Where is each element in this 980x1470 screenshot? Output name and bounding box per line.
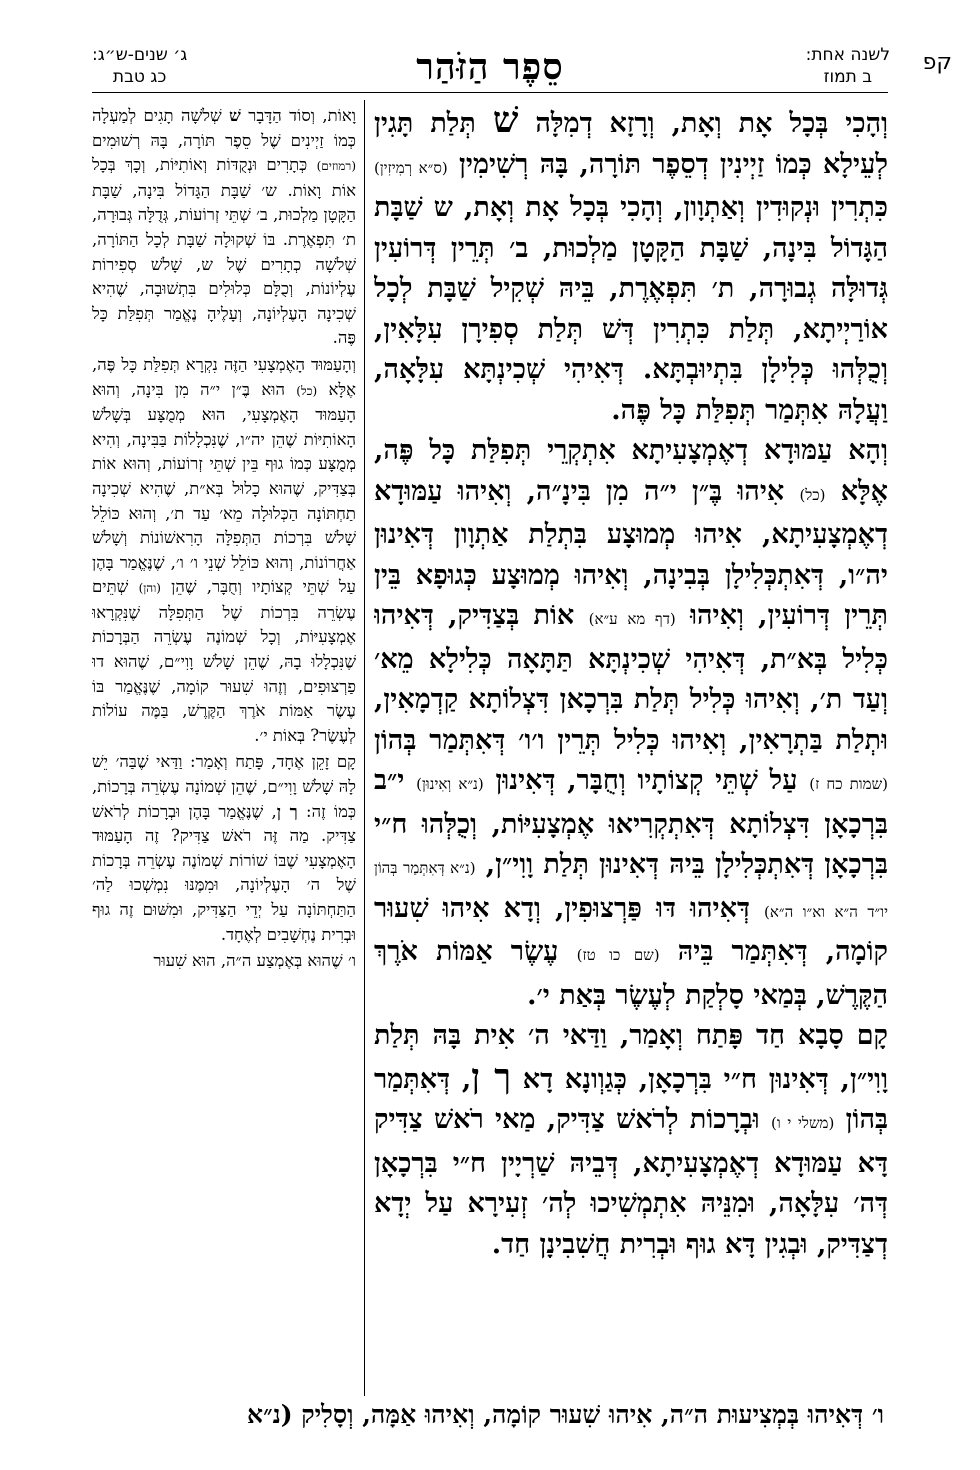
main-p3-citation-1: (משלי י ו)	[770, 1114, 835, 1132]
header-right-top: לשנה אחת:	[805, 45, 890, 65]
commentary-column	[92, 104, 356, 1394]
side-paragraph-4	[92, 949, 356, 974]
side-p1-text-c: כְּתָרִים וּנְקֻדּוֹת וְאוֹתִיּוֹת, וְכָךְ בְּכָל אוֹת וָאוֹת. ש׳ שַׁבָּת הַגָּדוֹל בִּינָה, שַׁבָּת הַקָּטָן מַלְכוּת, ב׳ שְׁתֵּי זְרוֹעוֹת, גְּדֻלָּה גְּבוּרָה, ת׳ תִּפְאֶרֶת. בּוֹ שְׁקוּלָה שַׁבָּת לְכָל הַתּוֹרָה, שְׁלֹשָׁה כְתָרִים שֶׁל ש, שָׁלֹשׁ סְפִירוֹת עֶלְיוֹנוֹת, וְכֻלָּם כְּלוּלִים בִּתְשׁוּבָה, שֶׁהִיא שְׁכִינָה הָעֶלְיוֹנָה, וְעָלֶיהָ נֶאֱמַר תְּפִלַּת כָּל פֶּה.	[92, 155, 356, 348]
main-p2-text-c: אוֹת בְּצַדִּיק, דְּאִיהוּ כְּלִיל בְּא״ת, דְּאִיהִי שְׁכִינְתָּא תַּתָּאָה כְּלִילָא מֵא׳ וְעַד ת׳, וְאִיהוּ כְּלִיל תְּלַת בִּרְכָאן דִּצְלוֹתָא קַדְמָאִין, וּתְלַת בַּתְרָאִין, וְאִיהוּ כְּלִיל תְּרֵין ו׳ו׳ דְּאִתְּמַר בְּהוֹן	[374, 600, 888, 756]
side-p2-text-c: שְׁתֵּים עֶשְׂרֵה בִּרְכוֹת שֶׁל הַתְּפִלָּה שֶׁנִּקְרָאוּ אֶמְצָעִיּוֹת, וְכָל שְׁמוֹנֶה עֶשְׂרֵה הַבְּרָכוֹת שֶׁנִּכְלָלוּ בָהּ, שֶׁהֵן שָׁלֹשׁ וָוִי״ם, שֶׁהוּא דוּ פַרְצוּפִים, וְזֶהוּ שִׁעוּר קוֹמָה, שֶׁנֶּאֱמַר בּוֹ עֶשֶׂר אַמּוֹת אֹרֶךְ הַקֶּרֶשׁ, בַּמֶּה עוֹלוֹת לְעֶשֶׂר? בְּאוֹת י׳.	[92, 577, 356, 745]
main-p1-text-c: כִּתְרִין וּנְקוּדִין וְאַתְוָון, וְהָכִי בְּכָל אָת וְאָת, ש שַׁבָּת הַגָּדוֹל בִּינָה, שַׁבָּת הַקָּטָן מַלְכוּת, ב׳ תְּרֵין דְּרוֹעִין גְּדוּלָּה גְבוּרָה, ת׳ תִּפְאֶרֶת, בֵּיהּ שְׁקִיל שַׁבָּת לְכָל אוֹרַיְיתָא, תְּלַת כִּתְרִין דְּשׁ תְּלַת סְפִירָן עִלָּאִין, וְכֻלְּהוּ כְּלִילָן בִּתְיוּבְתָּא. דְּאִיהִי שְׁכִינְתָּא עִלָּאָה, וַעֲלָהּ אִתְּמַר תְּפִלַּת כָּל פֶּה.	[374, 192, 888, 426]
side-p4-text: ו׳ שֶׁהוּא בְּאֶמְצַע ה״ה, הוּא שִׁעוּר	[153, 951, 356, 971]
main-p2-citation-5: (נ״א דְּאִתְּמַר בְּהוֹן יו״ד ה״א וא״ו ה״א)	[374, 859, 888, 921]
header-right-bottom: ב תמוז	[823, 67, 873, 87]
main-p2-citation-4: (נ״א וְאִינוּן)	[416, 775, 484, 793]
header-left-info	[92, 44, 187, 88]
main-p1-text-a: וְהָכִי בְּכָל אָת וְאָת, וְרָזָא דְמִלָּה	[535, 108, 888, 139]
header-rule	[92, 92, 888, 93]
main-p2-text-g: עֶשֶׂר אַמּוֹת אֹרֶךְ הַקֶּרֶשׁ, בְּמַאי סָלְקַת לְעֶשֶׂר בְּאַת י׳.	[374, 936, 888, 1011]
main-text-column	[374, 100, 888, 1395]
side-p1-citation: (רמוזים)	[316, 159, 356, 174]
main-paragraph-3	[374, 1016, 888, 1265]
main-p2-text-e: י״ב בִּרְכָאָן דִּצְלוֹתָא דְּאִתְקְרִיאוּ אֶמְצָעִיּוֹת, וְכֻלְּהוּ ח״י בִּרְכָאָן דְּאִתְכְּלִילָן בֵּיהּ דְּאִינוּן תְּלַת וָוִי״ן,	[374, 765, 888, 880]
main-p1-citation: (ס״א רְמִיזִין)	[374, 158, 448, 177]
main-p2-citation-3: (שמות כח ז)	[809, 775, 888, 793]
main-p2-text-f: דְּאִיהוּ דּוּ פַּרְצוּפִין, וְדָא אִיהוּ שִׁעוּר קוֹמָה, דְּאִתְּמַר בֵּיהּ	[374, 892, 888, 967]
side-p3-text-a: קָם זָקֵן אֶחָד, פָּתַח וְאָמַר: וַדַּאי שֶׁבַּה׳ יֵשׁ לָהּ שָׁלֹשׁ וָוִי״ם, שֶׁהֵן שְׁמוֹנָה עֶשְׂרֵה בְּרָכוֹת, כְּמוֹ זֶה:	[92, 752, 356, 821]
main-p2-citation-1: (כל)	[799, 485, 826, 504]
column-divider	[364, 100, 365, 1396]
side-p2-citation-1: (כל)	[296, 383, 318, 398]
header-left-bottom: כג טבת	[112, 67, 167, 87]
main-paragraph-2	[374, 431, 888, 1016]
main-p1-text-b: תְּלַת תָּגִין לְעֵילָא כְּמוֹ זַיְינִין דְסֵפֶר תּוֹרָה, בָּהּ רְשִׁימִין	[374, 108, 888, 180]
shin-letter: שׁ	[492, 100, 519, 141]
side-paragraph-2	[92, 353, 356, 749]
side-p3-text-b: , שֶׁנֶּאֱמַר בָּהֶן וּבְרָכוֹת לְרֹאשׁ צַדִּיק. מַה זֶּה רֹאשׁ צַדִּיק? זֶה הָעַמּוּד הָאֶמְצָעִי שֶׁבּוֹ שׁוֹרוֹת שְׁמוֹנֶה עֶשְׂרֵה בְּרָכוֹת שֶׁל ה׳ הָעֶלְיוֹנָה, וּמִמֶּנּוּ נִמְשְׁכוּ לַה׳ הַתַּחְתּוֹנָה עַל יְדֵי הַצַּדִּיק, וּמִשּׁוּם זֶה גוּף וּבְרִית נֶחְשָׁבִים לְאֶחָד.	[92, 801, 356, 944]
side-letter-symbol: ך ן	[276, 801, 298, 821]
side-p1-text-b: שְׁלֹשָׁה תָגִים לְמַעְלָה כְּמוֹ זַיְינִים שֶׁל סֵפֶר תּוֹרָה, בָּהּ רְשׁוּמִים	[92, 106, 356, 150]
main-p2-text-a: וְהָא עַמּוּדָא דְאֶמְצָעִיתָא אִתְקְרֵי תְּפִלַּת כָּל פֶּה, אֶלָּא	[374, 435, 888, 507]
main-p3-text-b: , דְּאִתְּמַר בְּהוֹן	[374, 1063, 888, 1135]
page-title: סֵפֶר הַזֹּהַר	[416, 46, 564, 88]
side-p2-citation-2: (והן)	[138, 581, 161, 596]
bottom-continuation-line: ו׳ דְּאִיהוּ בְּמְצִיעוּת ה״ה, אִיהוּ שִׁעוּר קוֹמָה, וְאִיהוּ אַמָּה, וְסָלִיק (נ״א	[247, 1400, 884, 1429]
main-p2-citation-2: (דף מא ע״א)	[588, 610, 676, 628]
main-p3-text-a: קָם סָבָא חַד פָּתַח וְאָמַר, וַדַּאי ה׳ אִית בָּהּ תְּלַת וָוִי״ן, דְּאִינוּן ח״י בִּרְכָאָן, כְּגַוְונָא דָא	[374, 1020, 888, 1095]
side-p2-text-b: הוּא בֶּ״ן י״ה מִן בִּינָה, וְהוּא הָעַמּוּד הָאֶמְצָעִי, הוּא מְמֻצָּע בְּשָׁלֹשׁ הָאוֹתִיּוֹת שֶׁהֵן יה״ו, שֶׁנִּכְלָלוֹת בַּבִּינָה, וְהִיא מְמֻצָּע כְּמוֹ גוּף בֵּין שְׁתֵּי זְרוֹעוֹת, וְהוּא אוֹת בְּצַדִּיק, שֶׁהוּא כָלוּל בְּא״ת, שֶׁהִיא שְׁכִינָה תַחְתּוֹנָה הַכְּלוּלָה מֵא׳ עַד ת׳, וְהוּא כּוֹלֵל שָׁלֹשׁ בִּרְכוֹת הַתְּפִלָּה הָרִאשׁוֹנוֹת וְשָׁלֹשׁ אַחֲרוֹנוֹת, וְהוּא כּוֹלֵל שְׁנֵי ו׳ ו׳, שֶׁנֶּאֱמַר בָּהֶן עַל שְׁתֵּי קְצוֹתָיו וְחֻבָּר, שֶׁהֵן	[92, 379, 356, 597]
side-paragraph-3	[92, 750, 356, 947]
side-p1-text-a: וָאוֹת, וְסוֹד הַדָּבָר	[248, 106, 356, 125]
letter-symbol: ך ן	[471, 1056, 511, 1097]
page-header	[0, 0, 980, 90]
main-p2-text-b: אִיהוּ בֶּ״ן י״ה מִן בִּינָ״ה, וְאִיהוּ עַמּוּדָא דְאֶמְצָעִיתָא, אִיהוּ מְמוּצָע בִּתְלַת אַתְוָון דְּאִינוּן יה״ו, דְּאִתְכְּלִילָן בְּבִינָה, וְאִיהוּ מְמוּצָע כְּגוּפָא בֵּין תְּרֵין דְּרוֹעִין, וְאִיהוּ	[374, 475, 888, 631]
side-paragraph-1	[92, 104, 356, 351]
main-paragraph-1	[374, 100, 888, 431]
main-p2-citation-6: (שם כו טז)	[576, 946, 660, 964]
main-p3-text-c: וּבְרָכוֹת לְרֹאשׁ צַדִּיק, מַאי רֹאשׁ צַדִּיק דָּא עַמּוּדָא דְאֶמְצָעִיתָא, דְּבֵיהּ שַׁרְיָין ח״י בִּרְכָאָן דְּה׳ עִלָּאָה, וּמִנֵּיהּ אִתְמְשִׁיכוּ לְה׳ זְעִירָא עַל יְדָא דְצַדִּיק, וּבְגִין דָּא גוּף וּבְרִית חֲשִׁבִינָן חַד.	[374, 1104, 888, 1260]
main-p2-text-d: עַל שְׁתֵּי קְצוֹתָיו וְחֻבָּר, דְּאִינוּן	[495, 765, 798, 796]
side-shin-letter: שׁ	[229, 106, 241, 125]
page-label: קפ	[922, 50, 952, 75]
header-left-top: ג׳ שנים-ש״ג:	[92, 45, 188, 65]
side-p2-text-a: וְהָעַמּוּד הָאֶמְצָעִי הַזֶּה נִקְרָא תְּפִלַּת כָּל פֶּה, אֶלָּא	[92, 354, 356, 399]
